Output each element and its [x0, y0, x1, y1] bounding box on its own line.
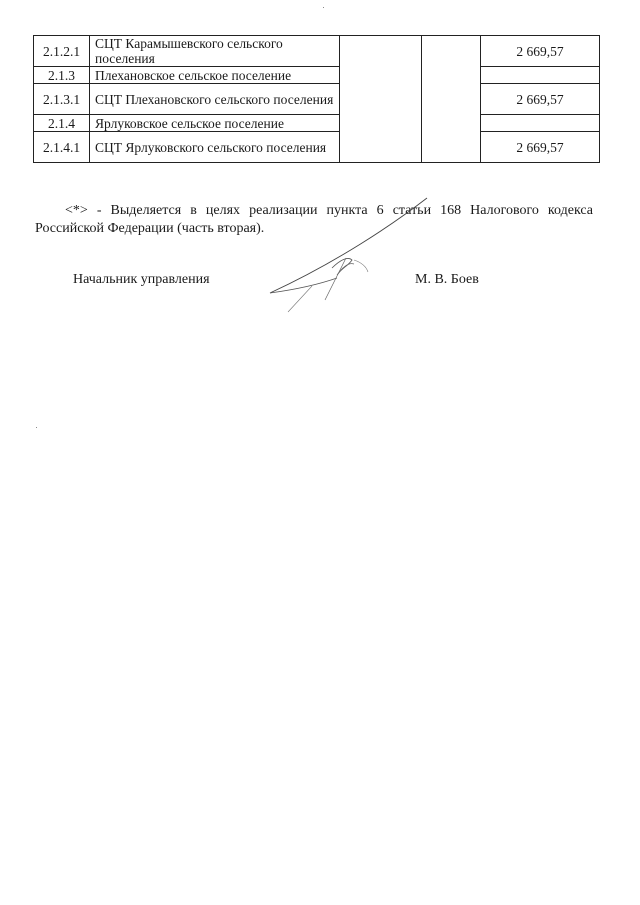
table-row [34, 115, 600, 132]
table-row [34, 67, 600, 84]
scan-speck [323, 7, 324, 8]
table-row [34, 132, 600, 163]
row-name: Плехановское сельское поселение [90, 67, 340, 84]
row-amount [481, 67, 600, 84]
row-number: 2.1.2.1 [34, 36, 90, 67]
row-name: СЦТ Ярлуковского сельского поселения [90, 132, 340, 163]
handwritten-signature-icon [262, 190, 442, 320]
footnote: <*> - Выделяется в целях реализации пункта 6 статьи 168 Налогового кодекса Российской Федерации (часть вторая). [35, 203, 593, 236]
signatory-name: М. В. Боев [415, 272, 479, 287]
row-number: 2.1.3.1 [34, 84, 90, 115]
merged-empty-cell [340, 36, 422, 163]
row-amount: 2 669,57 [481, 36, 600, 67]
signatory-title: Начальник управления [73, 272, 210, 287]
table-row [34, 36, 600, 67]
merged-empty-cell [422, 36, 481, 163]
row-name: СЦТ Карамышевского сельского поселения [90, 36, 340, 67]
budget-table [33, 35, 600, 163]
row-amount: 2 669,57 [481, 84, 600, 115]
scan-speck [36, 427, 37, 428]
row-amount: 2 669,57 [481, 132, 600, 163]
row-number: 2.1.4.1 [34, 132, 90, 163]
row-number: 2.1.3 [34, 67, 90, 84]
table-row [34, 84, 600, 115]
row-name: СЦТ Плехановского сельского поселения [90, 84, 340, 115]
row-amount [481, 115, 600, 132]
row-number: 2.1.4 [34, 115, 90, 132]
row-name: Ярлуковское сельское поселение [90, 115, 340, 132]
